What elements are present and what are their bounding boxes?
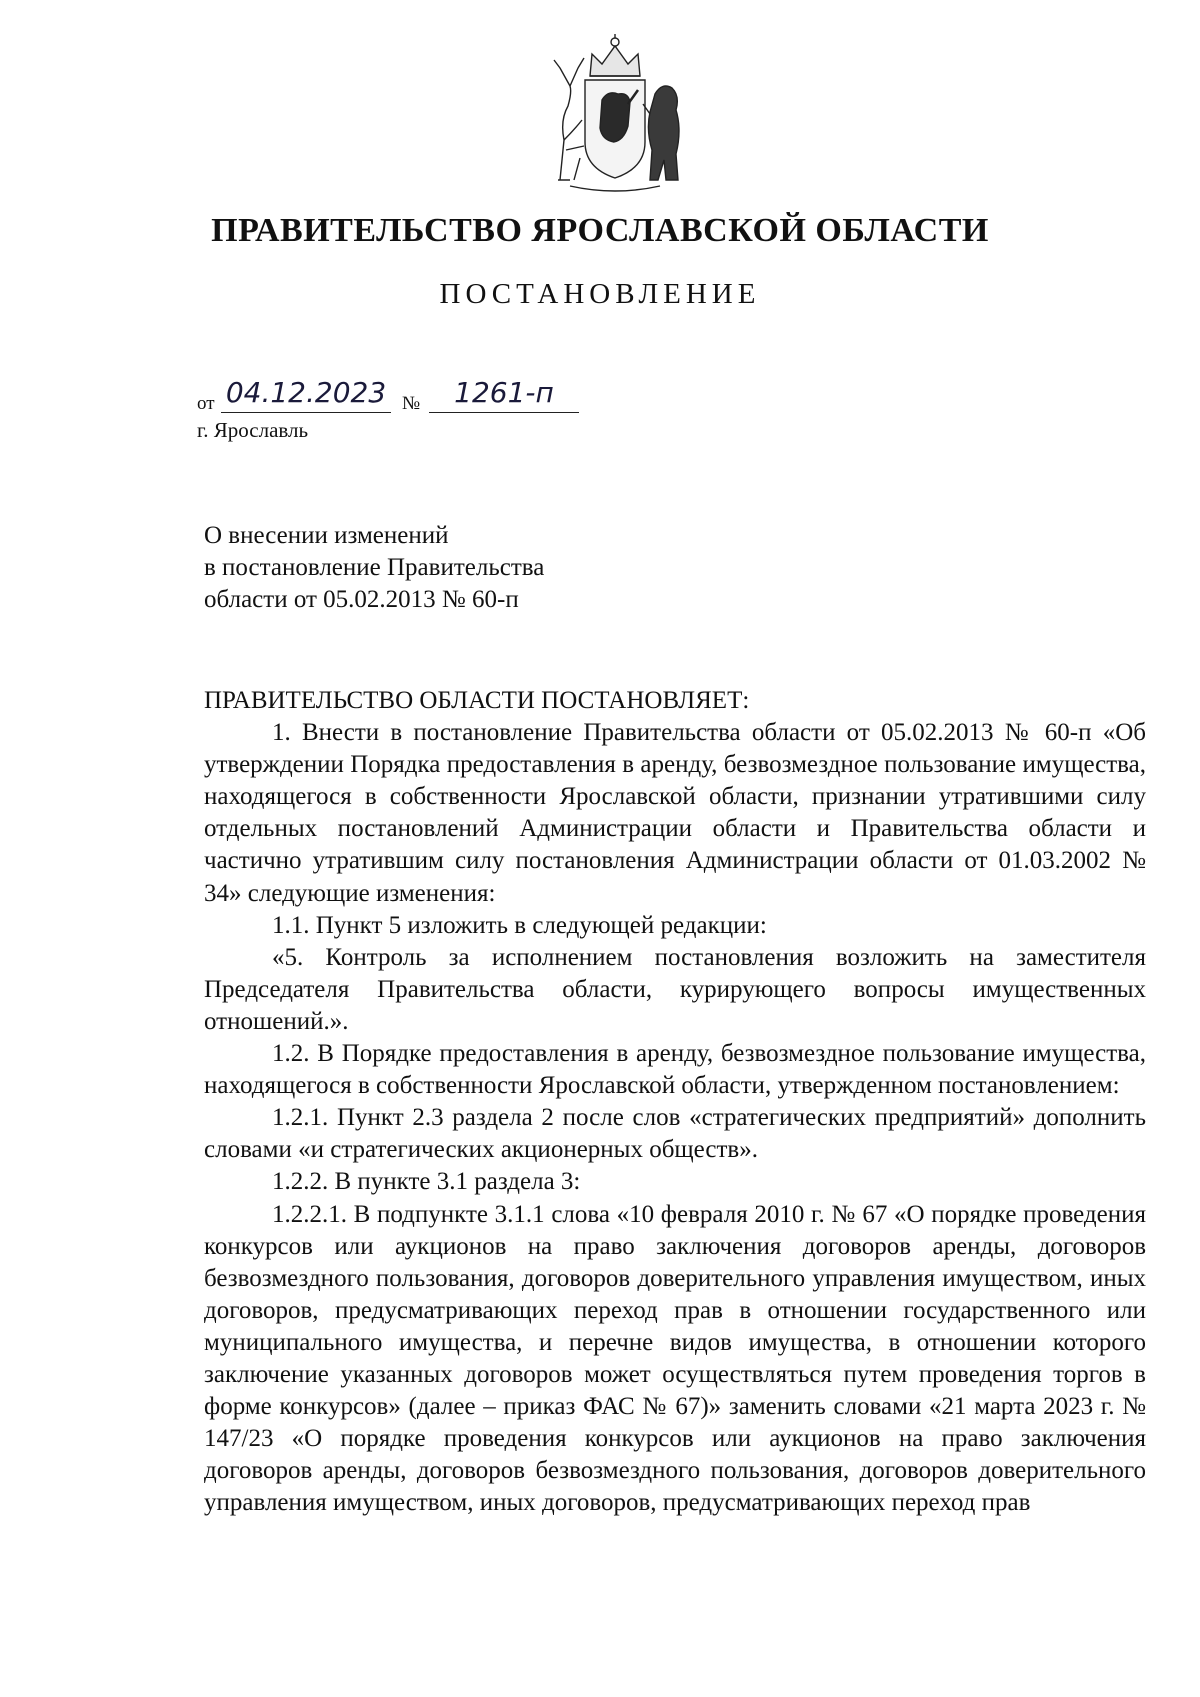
body-paragraph: 1. Внести в постановление Правительства области от 05.02.2013 № 60-п «Об утверждении Порядка предоставления в аренду, безвозмездное пользование имущества, находящегося в собственности Ярославской области, признании утратившими силу отдельных постановлений Администрации области и Правительства области и частично утратившим силу постановления Администрации области от 01.03.2002 № 34» следующие изменения: (204, 719, 1146, 907)
subject-line: в постановление Правительства (204, 554, 545, 581)
number-prefix-label: № (402, 393, 421, 414)
yaroslavl-oblast-coat-of-arms-icon (530, 30, 700, 200)
document-body (204, 685, 1146, 1519)
subject-line: области от 05.02.2013 № 60-п (204, 586, 519, 613)
body-paragraph: 1.2.1. Пункт 2.3 раздела 2 после слов «стратегических предприятий» дополнить словами «и стратегических акционерных обществ». (204, 1104, 1146, 1164)
document-subject (204, 520, 724, 616)
date-prefix-label: от (197, 393, 215, 414)
document-type-title: ПОСТАНОВЛЕНИЕ (439, 278, 761, 310)
body-paragraph: 1.2.2.1. В подпункте 3.1.1 слова «10 февраля 2010 г. № 67 «О порядке проведения конкурсов или аукционов на право заключения договоров аренды, договоров безвозмездного пользования, договоров доверительного управления имуществом, иных договоров, предусматривающих переход прав в отношении государственного или муниципального имущества, и перечне видов имущества, в отношении которого заключение указанных договоров может осуществляться путем проведения торгов в форме конкурсов» (далее – приказ ФАС № 67)» заменить словами «21 марта 2023 г. № 147/23 «О порядке проведения конкурсов или аукционов на право заключения договоров аренды, договоров безвозмездного пользования, договоров доверительного управления имуществом, иных договоров, предусматривающих переход прав (204, 1200, 1146, 1517)
registration-line (197, 376, 617, 417)
body-paragraph: 1.2.2. В пункте 3.1 раздела 3: (272, 1168, 581, 1196)
body-paragraph: 1.2. В Порядке предоставления в аренду, безвозмездное пользование имущества, находящегося в собственности Ярославской области, утвержденном постановлением: (204, 1040, 1146, 1100)
organization-title: ПРАВИТЕЛЬСТВО ЯРОСЛАВСКОЙ ОБЛАСТИ (211, 212, 989, 249)
resolution-heading: ПРАВИТЕЛЬСТВО ОБЛАСТИ ПОСТАНОВЛЯЕТ: (204, 687, 750, 714)
city-label: г. Ярославль (197, 418, 309, 442)
date-handwritten-value: 04.12.2023 (221, 378, 391, 413)
number-handwritten-value: 1261-п (429, 378, 579, 413)
body-paragraph: 1.1. Пункт 5 изложить в следующей редакции: (272, 911, 767, 939)
body-paragraph: «5. Контроль за исполнением постановления возложить на заместителя Председателя Правительства области, курирующего вопросы имущественных отношений.». (204, 943, 1146, 1035)
subject-line: О внесении изменений (204, 522, 449, 549)
